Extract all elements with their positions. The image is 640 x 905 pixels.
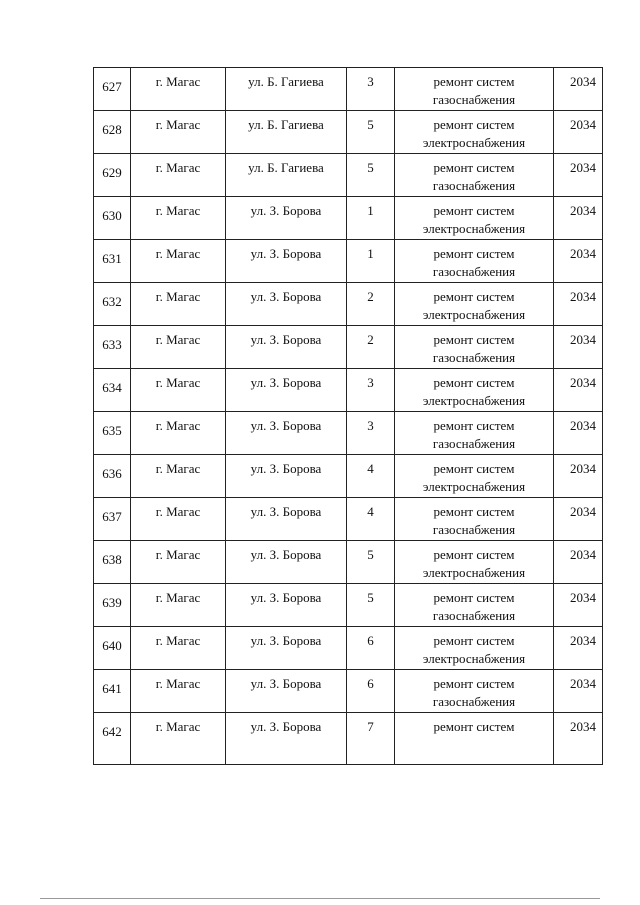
- table-row: [94, 326, 603, 369]
- table-row: [94, 541, 603, 584]
- house-number-cell: 6: [347, 670, 395, 713]
- work-type-cell: ремонт систем газоснабжения: [395, 326, 554, 369]
- year-cell: 2034: [554, 584, 603, 627]
- work-type-cell: ремонт систем: [395, 713, 554, 765]
- row-number-cell: 638: [94, 541, 131, 584]
- row-number-cell: 641: [94, 670, 131, 713]
- work-type-cell: ремонт систем электроснабжения: [395, 455, 554, 498]
- street-cell: ул. З. Борова: [226, 713, 347, 765]
- street-cell: ул. Б. Гагиева: [226, 111, 347, 154]
- year-cell: 2034: [554, 197, 603, 240]
- work-type-cell: ремонт систем газоснабжения: [395, 240, 554, 283]
- row-number-cell: 639: [94, 584, 131, 627]
- year-cell: 2034: [554, 412, 603, 455]
- row-number-cell: 632: [94, 283, 131, 326]
- year-cell: 2034: [554, 68, 603, 111]
- street-cell: ул. З. Борова: [226, 584, 347, 627]
- house-number-cell: 1: [347, 197, 395, 240]
- house-number-cell: 5: [347, 111, 395, 154]
- house-number-cell: 2: [347, 326, 395, 369]
- year-cell: 2034: [554, 240, 603, 283]
- table-row: [94, 412, 603, 455]
- year-cell: 2034: [554, 154, 603, 197]
- year-cell: 2034: [554, 498, 603, 541]
- house-number-cell: 5: [347, 154, 395, 197]
- city-cell: г. Магас: [131, 154, 226, 197]
- table-row: [94, 455, 603, 498]
- city-cell: г. Магас: [131, 326, 226, 369]
- city-cell: г. Магас: [131, 240, 226, 283]
- city-cell: г. Магас: [131, 455, 226, 498]
- row-number-cell: 628: [94, 111, 131, 154]
- house-number-cell: 6: [347, 627, 395, 670]
- row-number-cell: 631: [94, 240, 131, 283]
- city-cell: г. Магас: [131, 713, 226, 765]
- street-cell: ул. З. Борова: [226, 326, 347, 369]
- street-cell: ул. З. Борова: [226, 369, 347, 412]
- street-cell: ул. З. Борова: [226, 670, 347, 713]
- work-type-cell: ремонт систем газоснабжения: [395, 584, 554, 627]
- year-cell: 2034: [554, 283, 603, 326]
- table-row: [94, 111, 603, 154]
- work-type-cell: ремонт систем газоснабжения: [395, 412, 554, 455]
- city-cell: г. Магас: [131, 498, 226, 541]
- house-number-cell: 3: [347, 369, 395, 412]
- row-number-cell: 640: [94, 627, 131, 670]
- house-number-cell: 1: [347, 240, 395, 283]
- table-row: [94, 713, 603, 765]
- table-row: [94, 197, 603, 240]
- house-number-cell: 2: [347, 283, 395, 326]
- street-cell: ул. З. Борова: [226, 240, 347, 283]
- year-cell: 2034: [554, 455, 603, 498]
- work-type-cell: ремонт систем газоснабжения: [395, 154, 554, 197]
- table-row: [94, 670, 603, 713]
- city-cell: г. Магас: [131, 283, 226, 326]
- city-cell: г. Магас: [131, 111, 226, 154]
- repair-schedule-table: [93, 67, 603, 765]
- house-number-cell: 3: [347, 412, 395, 455]
- year-cell: 2034: [554, 670, 603, 713]
- row-number-cell: 642: [94, 713, 131, 765]
- house-number-cell: 3: [347, 68, 395, 111]
- year-cell: 2034: [554, 541, 603, 584]
- row-number-cell: 633: [94, 326, 131, 369]
- work-type-cell: ремонт систем электроснабжения: [395, 369, 554, 412]
- table-row: [94, 240, 603, 283]
- house-number-cell: 4: [347, 455, 395, 498]
- row-number-cell: 635: [94, 412, 131, 455]
- row-number-cell: 629: [94, 154, 131, 197]
- year-cell: 2034: [554, 111, 603, 154]
- table-body: [94, 68, 603, 765]
- work-type-cell: ремонт систем газоснабжения: [395, 670, 554, 713]
- street-cell: ул. З. Борова: [226, 412, 347, 455]
- work-type-cell: ремонт систем электроснабжения: [395, 197, 554, 240]
- street-cell: ул. З. Борова: [226, 455, 347, 498]
- work-type-cell: ремонт систем электроснабжения: [395, 111, 554, 154]
- city-cell: г. Магас: [131, 627, 226, 670]
- year-cell: 2034: [554, 369, 603, 412]
- row-number-cell: 627: [94, 68, 131, 111]
- street-cell: ул. З. Борова: [226, 627, 347, 670]
- work-type-cell: ремонт систем газоснабжения: [395, 68, 554, 111]
- table-row: [94, 68, 603, 111]
- street-cell: ул. Б. Гагиева: [226, 68, 347, 111]
- city-cell: г. Магас: [131, 670, 226, 713]
- row-number-cell: 636: [94, 455, 131, 498]
- street-cell: ул. З. Борова: [226, 541, 347, 584]
- table-row: [94, 627, 603, 670]
- street-cell: ул. З. Борова: [226, 197, 347, 240]
- city-cell: г. Магас: [131, 369, 226, 412]
- house-number-cell: 7: [347, 713, 395, 765]
- year-cell: 2034: [554, 326, 603, 369]
- work-type-cell: ремонт систем газоснабжения: [395, 498, 554, 541]
- work-type-cell: ремонт систем электроснабжения: [395, 283, 554, 326]
- city-cell: г. Магас: [131, 412, 226, 455]
- work-type-cell: ремонт систем электроснабжения: [395, 541, 554, 584]
- house-number-cell: 5: [347, 541, 395, 584]
- house-number-cell: 4: [347, 498, 395, 541]
- work-type-cell: ремонт систем электроснабжения: [395, 627, 554, 670]
- row-number-cell: 634: [94, 369, 131, 412]
- table-row: [94, 498, 603, 541]
- house-number-cell: 5: [347, 584, 395, 627]
- city-cell: г. Магас: [131, 541, 226, 584]
- table-row: [94, 283, 603, 326]
- table-row: [94, 369, 603, 412]
- year-cell: 2034: [554, 627, 603, 670]
- city-cell: г. Магас: [131, 68, 226, 111]
- table-row: [94, 154, 603, 197]
- page-bottom-rule: [40, 898, 600, 899]
- street-cell: ул. Б. Гагиева: [226, 154, 347, 197]
- city-cell: г. Магас: [131, 584, 226, 627]
- row-number-cell: 637: [94, 498, 131, 541]
- street-cell: ул. З. Борова: [226, 283, 347, 326]
- table-row: [94, 584, 603, 627]
- year-cell: 2034: [554, 713, 603, 765]
- row-number-cell: 630: [94, 197, 131, 240]
- street-cell: ул. З. Борова: [226, 498, 347, 541]
- city-cell: г. Магас: [131, 197, 226, 240]
